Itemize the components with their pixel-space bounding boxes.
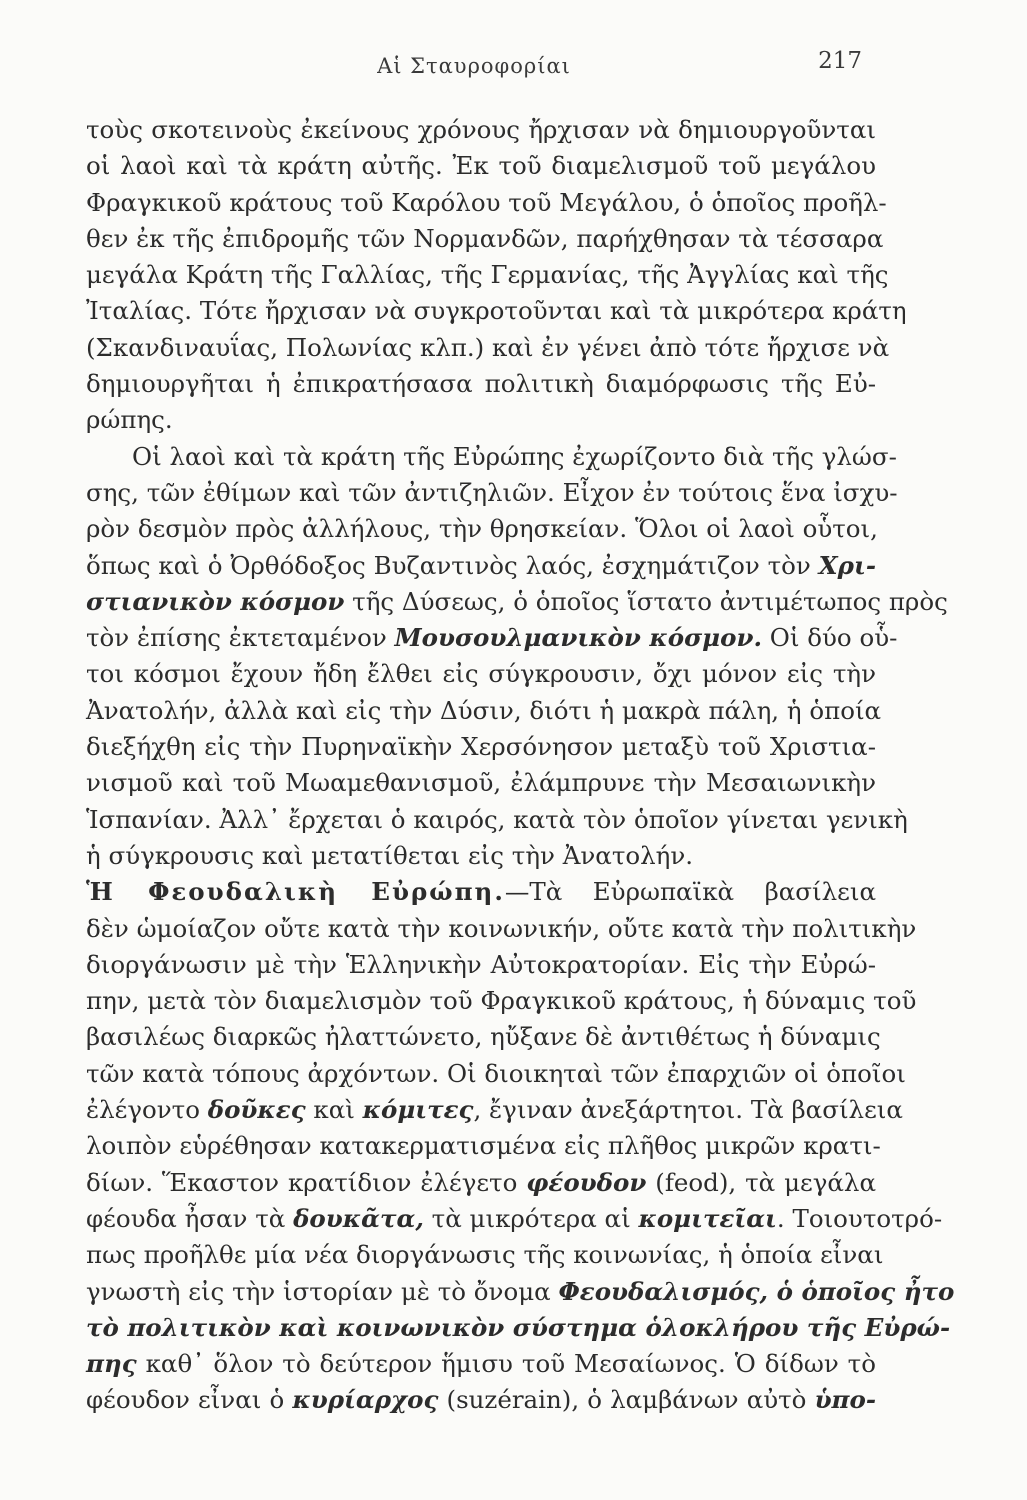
text-segment: θεν ἐκ τῆς ἐπιδρομῆς τῶν Νορμανδῶν, παρήχθησαν τὰ τέσσαρα — [86, 223, 884, 253]
text-segment: φέουδον εἶναι ὁ — [86, 1385, 293, 1415]
text-line — [86, 548, 876, 584]
text-line — [86, 366, 876, 402]
text-segment: οἱ λαοὶ καὶ τὰ κράτη αὐτῆς. Ἐκ τοῦ διαμελισμοῦ τοῦ μεγάλου — [86, 151, 876, 181]
text-segment: δὲν ὡμοίαζον οὔτε κατὰ τὴν κοινωνικήν, οὔτε κατὰ τὴν πολιτικὴν — [86, 913, 917, 943]
text-segment: βασιλέως διαρκῶς ἠλαττώνετο, ηὔξανε δὲ ἀντιθέτως ἡ δύναμις — [86, 1022, 881, 1052]
text-segment: (suzérain), ὁ λαμβάνων αὐτὸ — [438, 1385, 815, 1415]
text-line — [86, 765, 876, 801]
text-segment: (Σκανδιναυΐας, Πολωνίας κλπ.) καὶ ἐν γένει ἀπὸ τότε ἤρχισε νὰ — [86, 332, 890, 362]
emphasis-term: κυρίαρχος — [292, 1385, 439, 1415]
text-line — [86, 221, 884, 257]
text-line — [86, 584, 948, 620]
text-segment: τὰ μικρότερα αἱ — [423, 1203, 639, 1233]
text-line — [86, 911, 917, 947]
text-segment: —Τὰ Εὐρωπαϊκὰ βασίλεια — [504, 877, 876, 907]
text-segment: Οἱ λαοὶ καὶ τὰ κράτη τῆς Εὐρώπης ἐχωρίζοντο διὰ τῆς γλώσ- — [132, 441, 897, 471]
text-segment: Φραγκικοῦ κράτους τοῦ Καρόλου τοῦ Μεγάλου, ὁ ὁποῖος προῆλ- — [86, 187, 887, 217]
text-line — [86, 1201, 943, 1237]
text-segment: μεγάλα Κράτη τῆς Γαλλίας, τῆς Γερμανίας, τῆς Ἀγγλίας καὶ τῆς — [86, 260, 889, 290]
text-segment: τοι κόσμοι ἔχουν ἤδη ἔλθει εἰς σύγκρουσιν, ὄχι μόνον εἰς τὴν — [86, 659, 876, 689]
text-segment: Ἀνατολήν, ἀλλὰ καὶ εἰς τὴν Δύσιν, διότι ἡ μακρὰ πάλη, ἡ ὁποία — [86, 695, 882, 725]
text-segment: γνωστὴ εἰς τὴν ἱστορίαν μὲ τὸ ὄνομα — [86, 1276, 559, 1306]
text-line — [86, 1092, 903, 1128]
emphasis-term: κομιτεῖαι — [638, 1203, 777, 1233]
text-line — [86, 802, 908, 838]
text-segment: ἡ σύγκρουσις καὶ μετατίθεται εἰς τὴν Ἀνατολήν. — [86, 840, 694, 870]
text-segment: καὶ — [305, 1095, 363, 1125]
text-line — [86, 402, 876, 438]
emphasis-term: ὑπο- — [814, 1385, 877, 1415]
text-line — [86, 1382, 876, 1418]
text-line — [86, 148, 876, 184]
text-line — [86, 620, 898, 656]
running-title: Αἱ Σταυροφορίαι — [377, 54, 571, 78]
emphasis-term: φέουδον — [526, 1167, 647, 1197]
text-line — [86, 1165, 876, 1201]
text-segment: . Τοιουτοτρό- — [776, 1203, 943, 1233]
text-segment: φέουδα ἦσαν τὰ — [86, 1203, 294, 1233]
emphasis-term: στιανικὸν κόσμον — [86, 586, 345, 616]
text-line — [86, 1019, 881, 1055]
text-line — [86, 983, 917, 1019]
text-line — [86, 1128, 881, 1164]
text-line — [86, 475, 898, 511]
text-line — [86, 1237, 884, 1273]
page-number: 217 — [818, 48, 862, 74]
text-line — [86, 729, 876, 765]
emphasis-term: δοῦκες — [207, 1095, 306, 1125]
emphasis-term: κόμιτες — [362, 1095, 474, 1125]
text-line — [86, 838, 876, 874]
text-segment: πην, μετὰ τὸν διαμελισμὸν τοῦ Φραγκικοῦ κράτους, ἡ δύναμις τοῦ — [86, 986, 917, 1016]
text-segment: Ἰταλίας. Τότε ἤρχισαν νὰ συγκροτοῦνται καὶ τὰ μικρότερα κράτη — [86, 296, 907, 326]
text-line — [86, 1274, 955, 1310]
text-segment: τῆς Δύσεως, ὁ ὁποῖος ἵστατο ἀντιμέτωπος πρὸς — [344, 586, 948, 616]
text-segment: διοργάνωσιν μὲ τὴν Ἑλληνικὴν Αὐτοκρατορίαν. Εἰς τὴν Εὐρώ- — [86, 949, 876, 979]
text-segment: τῶν κατὰ τόπους ἀρχόντων. Οἱ διοικηταὶ τῶν ἐπαρχιῶν οἱ ὁποῖοι — [86, 1058, 906, 1088]
text-segment: ὅπως καὶ ὁ Ὀρθόδοξος Βυζαντινὸς λαός, ἐσχημάτιζον τὸν — [86, 550, 819, 580]
text-line — [86, 112, 876, 148]
text-line — [86, 293, 907, 329]
text-line — [86, 439, 897, 475]
text-segment: λοιπὸν εὑρέθησαν κατακερματισμένα εἰς πλῆθος μικρῶν κρατι- — [86, 1131, 881, 1161]
text-segment: δίων. Ἕκαστον κρατίδιον ἐλέγετο — [86, 1167, 527, 1197]
text-segment: Ἱσπανίαν. Ἀλλ᾽ ἔρχεται ὁ καιρός, κατὰ τὸν ὁποῖον γίνεται γενικὴ — [86, 804, 908, 834]
text-segment: διεξήχθη εἰς τὴν Πυρηναϊκὴν Χερσόνησον μεταξὺ τοῦ Χριστια- — [86, 732, 876, 762]
text-line — [86, 511, 876, 547]
text-segment: νισμοῦ καὶ τοῦ Μωαμεθανισμοῦ, ἐλάμπρυνε τὴν Μεσαιωνικὴν — [86, 768, 876, 798]
text-segment: , ἔγιναν ἀνεξάρτητοι. Τὰ βασίλεια — [473, 1095, 903, 1125]
emphasis-term: Φεουδαλισμός, ὁ ὁποῖος ἦτο — [558, 1276, 955, 1306]
text-line — [86, 1056, 906, 1092]
text-segment: ἐλέγοντο — [86, 1095, 208, 1125]
emphasis-term: Μουσουλμανικὸν κόσμον. — [394, 623, 762, 653]
text-line — [86, 656, 876, 692]
text-segment: πως προῆλθε μία νέα διοργάνωσις τῆς κοινωνίας, ἡ ὁποία εἶναι — [86, 1240, 884, 1270]
text-segment: τὸν ἐπίσης ἐκτεταμένον — [86, 623, 395, 653]
page-header — [86, 48, 862, 88]
text-line — [86, 693, 882, 729]
text-line — [86, 947, 876, 983]
emphasis-term: δουκᾶτα, — [293, 1203, 424, 1233]
text-line — [86, 874, 876, 910]
emphasis-term: τὸ πολιτικὸν καὶ κοινωνικὸν σύστημα ὁλοκλήρου τῆς Εὐρώ- — [86, 1312, 951, 1342]
emphasis-term: πης — [86, 1349, 137, 1379]
text-segment: Οἱ δύο οὗ- — [762, 623, 898, 653]
text-segment: σης, τῶν ἐθίμων καὶ τῶν ἀντιζηλιῶν. Εἶχον ἐν τούτοις ἕνα ἰσχυ- — [86, 477, 898, 507]
text-line — [86, 185, 887, 221]
text-line — [86, 257, 889, 293]
emphasis-term: Ἡ Φεουδαλικὴ Εὐρώπη. — [86, 877, 505, 907]
text-line — [86, 330, 890, 366]
emphasis-term: Χρι- — [818, 550, 876, 580]
text-segment: (feod), τὰ μεγάλα — [646, 1167, 876, 1197]
text-segment: δημιουργῆται ἡ ἐπικρατήσασα πολιτικὴ διαμόρφωσις τῆς Εὐ- — [86, 369, 876, 399]
text-segment: ρὸν δεσμὸν πρὸς ἀλλήλους, τὴν θρησκείαν. Ὅλοι οἱ λαοὶ οὗτοι, — [86, 514, 878, 544]
text-segment: ρώπης. — [86, 405, 173, 435]
text-segment: καθ᾽ ὅλον τὸ δεύτερον ἥμισυ τοῦ Μεσαίωνος. Ὁ δίδων τὸ — [136, 1349, 876, 1379]
text-line — [86, 1310, 951, 1346]
text-line — [86, 1346, 876, 1382]
body-text — [86, 112, 955, 1419]
text-segment: τοὺς σκοτεινοὺς ἐκείνους χρόνους ἤρχισαν νὰ δημιουργοῦνται — [86, 115, 876, 144]
